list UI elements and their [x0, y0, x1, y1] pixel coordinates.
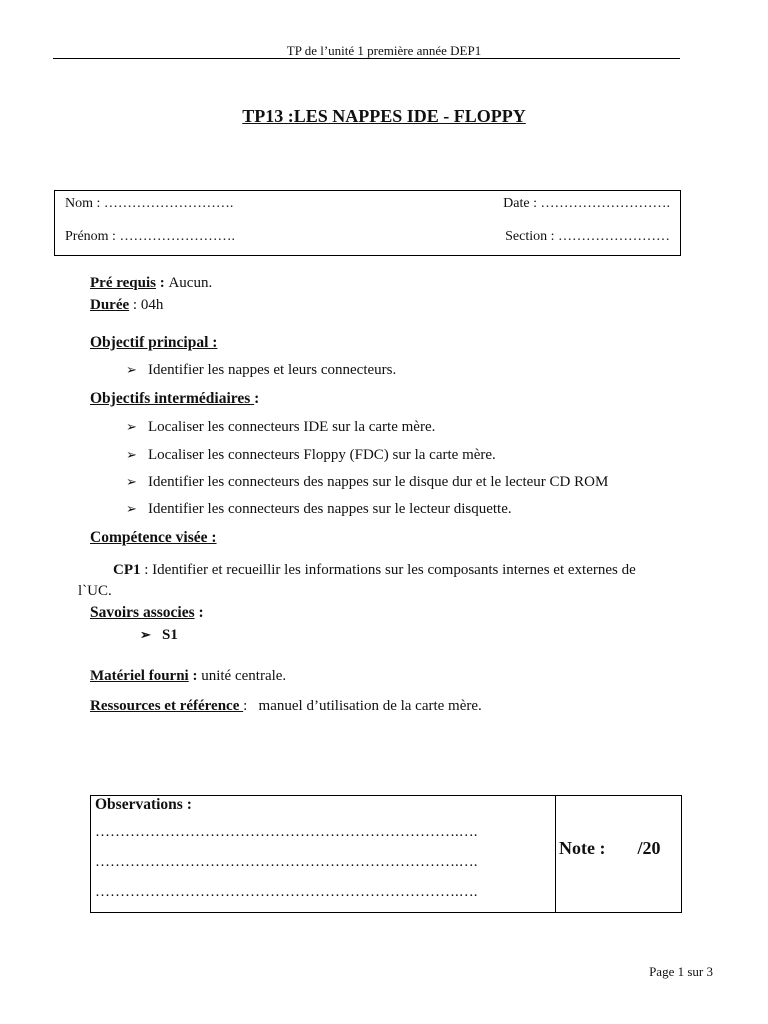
- header-rule: [53, 58, 680, 59]
- prerequis-value: Aucun.: [168, 275, 213, 291]
- observations-cell: [91, 796, 556, 912]
- duree-value: 04h: [140, 297, 164, 313]
- list-item: [126, 447, 496, 464]
- objectifs-intermediaires-colon: :: [254, 390, 260, 407]
- observation-dot-line: ……………………………………………………………….….: [95, 824, 478, 840]
- observations-table: [90, 795, 682, 913]
- duree-label: Durée: [90, 297, 130, 313]
- list-item-text: Identifier les connecteurs des nappes sur le disque dur et le lecteur CD ROM: [148, 474, 609, 490]
- ressources-sep: :: [243, 698, 259, 714]
- page-title-text: TP13 :LES NAPPES IDE - FLOPPY: [242, 106, 526, 126]
- identity-box: [54, 190, 681, 256]
- list-item-text: Localiser les connecteurs IDE sur la carte mère.: [148, 419, 436, 435]
- savoirs-label: Savoirs associes: [90, 604, 195, 621]
- arrowhead-bullet-icon: ➢: [126, 362, 137, 377]
- date-field: Date : ……………………….: [503, 196, 670, 211]
- ressources-label: Ressources et référence: [90, 698, 244, 714]
- arrowhead-bullet-icon: ➢: [126, 474, 137, 489]
- page-number: Page 1 sur 3: [649, 964, 713, 979]
- list-item-text: Identifier les connecteurs des nappes sur le lecteur disquette.: [148, 501, 512, 517]
- competence-desc: : Identifier et recueillir les informations sur les composants internes et externes de: [140, 562, 636, 578]
- materiel-label: Matériel fourni: [90, 668, 189, 684]
- list-item-text: Localiser les connecteurs Floppy (FDC) sur la carte mère.: [148, 447, 496, 463]
- list-item: [126, 419, 435, 436]
- note-label: Note :: [559, 838, 606, 858]
- competence-code: CP1: [113, 562, 141, 578]
- observation-dot-line: ……………………………………………………………….….: [95, 884, 478, 900]
- observation-dot-line: ……………………………………………………………….….: [95, 854, 478, 870]
- running-header: TP de l’unité 1 première année DEP1: [286, 43, 482, 58]
- prerequis-label: Pré requis: [90, 275, 156, 291]
- savoirs-heading: [90, 604, 204, 622]
- competence-text-line1: [113, 562, 636, 579]
- ressources-line: [90, 698, 482, 715]
- arrowhead-bullet-icon: ➢: [126, 501, 137, 516]
- note-cell: [559, 838, 661, 859]
- objectifs-intermediaires-heading: [90, 390, 259, 408]
- note-value: /20: [637, 838, 661, 858]
- section-field: Section : ……………………: [505, 229, 670, 244]
- page-title: [0, 106, 768, 127]
- observations-heading: Observations :: [95, 796, 192, 813]
- nom-field: Nom : ……………………….: [65, 196, 234, 211]
- list-item: [126, 474, 608, 491]
- list-item: [126, 501, 512, 518]
- materiel-line: [90, 668, 286, 685]
- list-item: [140, 627, 178, 644]
- list-item-text: Identifier les nappes et leurs connecteurs.: [148, 362, 397, 378]
- savoirs-colon: :: [194, 604, 204, 621]
- ressources-value: manuel d’utilisation de la carte mère.: [258, 698, 482, 714]
- objectif-principal-heading: Objectif principal :: [90, 334, 218, 351]
- prerequis-sep: :: [155, 275, 169, 291]
- list-item: [126, 362, 396, 379]
- objectifs-intermediaires-label: Objectifs intermédiaires: [90, 390, 255, 407]
- arrowhead-bullet-icon: ➢: [140, 627, 151, 642]
- duree-line: [90, 297, 163, 314]
- prerequis-line: [90, 275, 212, 292]
- arrowhead-bullet-icon: ➢: [126, 419, 137, 434]
- competence-text-line2: l`UC.: [78, 583, 112, 599]
- duree-sep: :: [129, 297, 141, 313]
- materiel-sep: :: [188, 668, 202, 684]
- materiel-value: unité centrale.: [201, 668, 287, 684]
- list-item-text: S1: [162, 627, 178, 643]
- competence-heading: Compétence visée :: [90, 529, 217, 546]
- prenom-field: Prénom : …………………….: [65, 229, 235, 244]
- arrowhead-bullet-icon: ➢: [126, 447, 137, 462]
